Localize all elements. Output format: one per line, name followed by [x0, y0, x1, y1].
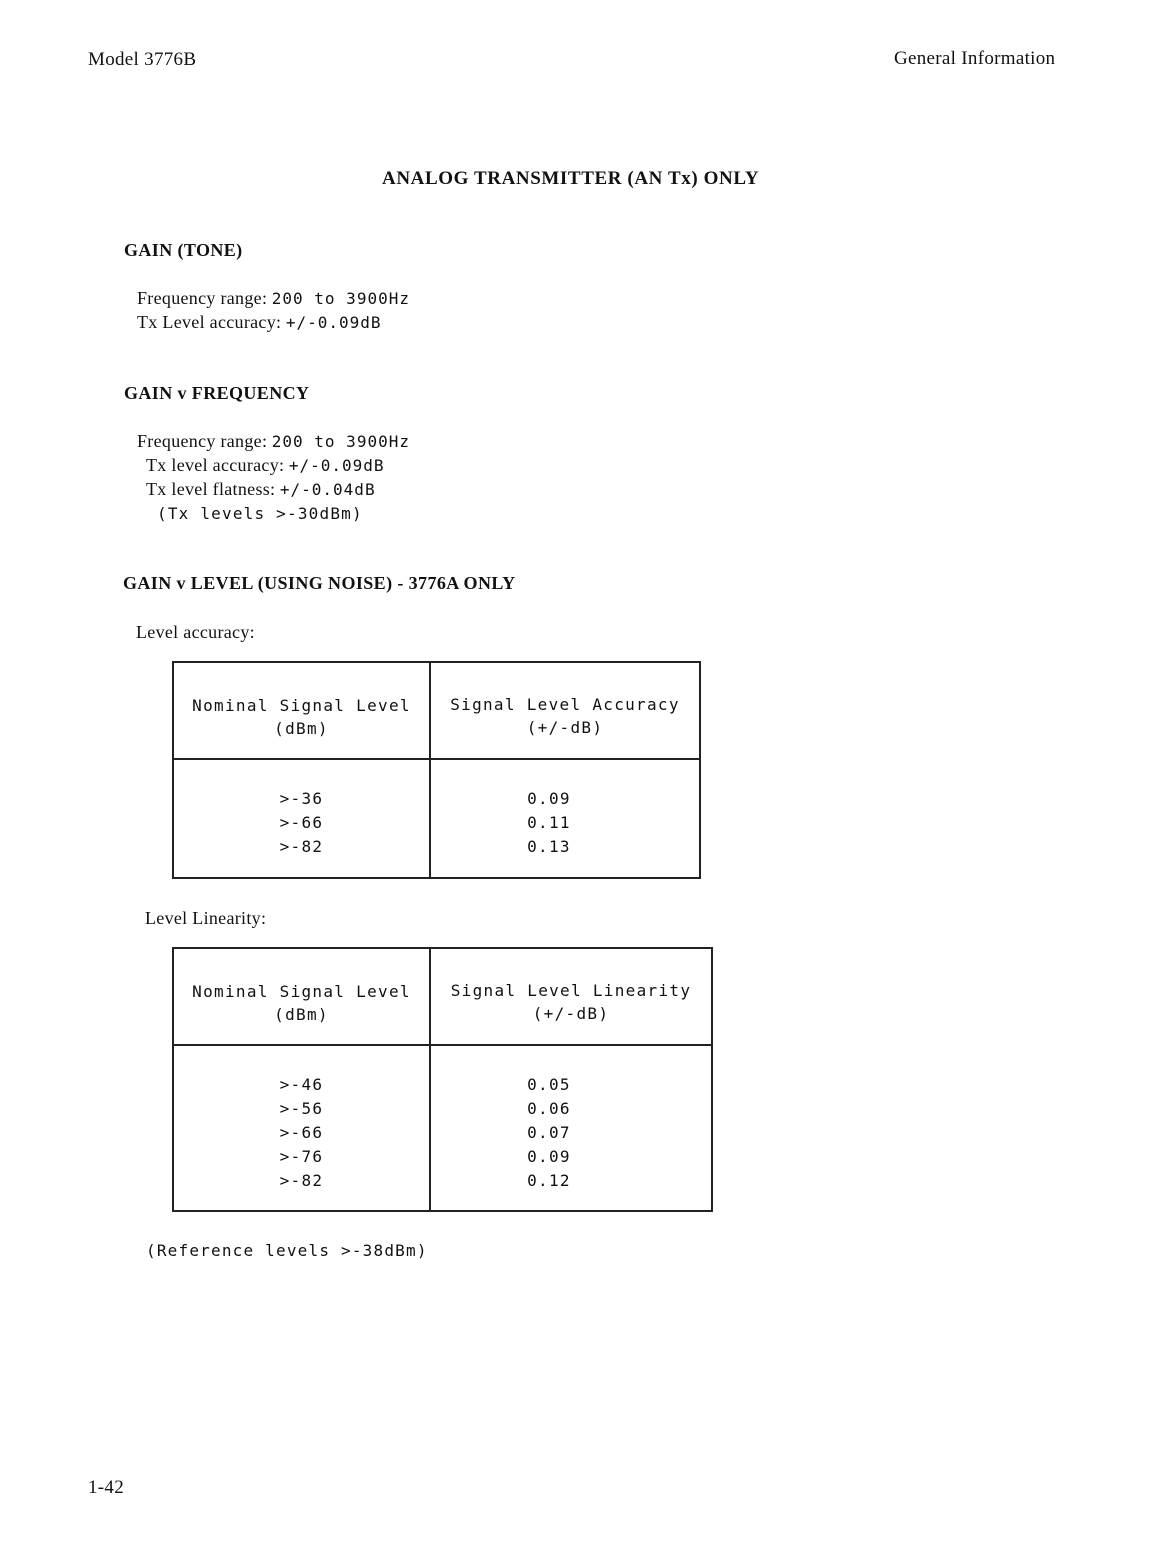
gain-freq-flat-value: +/-0.04dB	[279, 480, 376, 499]
gain-freq-level-accuracy	[146, 455, 385, 476]
table-cell: 0.05	[527, 1075, 571, 1094]
page-title: ANALOG TRANSMITTER (AN Tx) ONLY	[382, 168, 760, 189]
heading-gain-frequency: GAIN v FREQUENCY	[124, 383, 310, 403]
header-section: General Information	[894, 48, 1056, 69]
gain-tone-acc-value: +/-0.09dB	[285, 313, 382, 332]
table-cell: >-66	[279, 1123, 324, 1142]
gain-freq-acc-value: +/-0.09dB	[288, 456, 385, 475]
gain-freq-acc-label: Tx level accuracy:	[146, 455, 285, 475]
gain-freq-note: (Tx levels >-30dBm)	[157, 504, 363, 523]
table-cell: >-46	[279, 1075, 324, 1094]
gain-freq-level-flatness	[146, 479, 376, 500]
accuracy-col1-header: Nominal Signal Level (dBm)	[192, 696, 411, 738]
gain-tone-freq-value: 200 to 3900Hz	[271, 289, 410, 308]
table-cell: 0.13	[527, 837, 571, 856]
table-cell: >-66	[279, 813, 324, 832]
table-cell: >-36	[279, 789, 324, 808]
accuracy-levels-column	[174, 787, 429, 859]
table-cell: 0.06	[527, 1099, 571, 1118]
gain-tone-acc-label: Tx Level accuracy:	[137, 312, 282, 332]
table-header-divider	[174, 1044, 711, 1046]
level-linearity-table	[172, 947, 713, 1212]
linearity-values-column	[431, 1073, 667, 1193]
heading-gain-tone: GAIN (TONE)	[124, 240, 243, 260]
accuracy-values-column	[431, 787, 667, 859]
gain-tone-freq-label: Frequency range:	[137, 288, 268, 308]
table-cell: 0.12	[527, 1171, 571, 1190]
level-accuracy-table	[172, 661, 701, 879]
table-cell: >-56	[279, 1099, 324, 1118]
table-cell: 0.09	[527, 1147, 571, 1166]
header-model: Model 3776B	[88, 49, 197, 70]
level-accuracy-label: Level accuracy:	[136, 622, 255, 642]
accuracy-col2-header: Signal Level Accuracy (+/-dB)	[450, 695, 680, 737]
gain-tone-level-accuracy	[137, 312, 382, 333]
gain-freq-flat-label: Tx level flatness:	[146, 479, 276, 499]
gain-freq-freq-value: 200 to 3900Hz	[271, 432, 410, 451]
page-number: 1-42	[88, 1477, 125, 1498]
table-cell: >-76	[279, 1147, 324, 1166]
table-cell: >-82	[279, 837, 324, 856]
table-cell: >-82	[279, 1171, 324, 1190]
table-header-divider	[174, 758, 699, 760]
level-linearity-label: Level Linearity:	[145, 908, 267, 928]
linearity-levels-column	[174, 1073, 429, 1193]
table-cell: 0.07	[527, 1123, 571, 1142]
gain-tone-frequency-range	[137, 288, 410, 309]
table-cell: 0.09	[527, 789, 571, 808]
table-cell: 0.11	[527, 813, 571, 832]
linearity-col2-header: Signal Level Linearity (+/-dB)	[450, 981, 692, 1023]
linearity-col1-header: Nominal Signal Level (dBm)	[192, 982, 411, 1024]
gain-freq-freq-label: Frequency range:	[137, 431, 268, 451]
reference-levels-note: (Reference levels >-38dBm)	[146, 1241, 428, 1260]
heading-gain-level: GAIN v LEVEL (USING NOISE) - 3776A ONLY	[123, 573, 516, 593]
gain-freq-frequency-range	[137, 431, 410, 452]
